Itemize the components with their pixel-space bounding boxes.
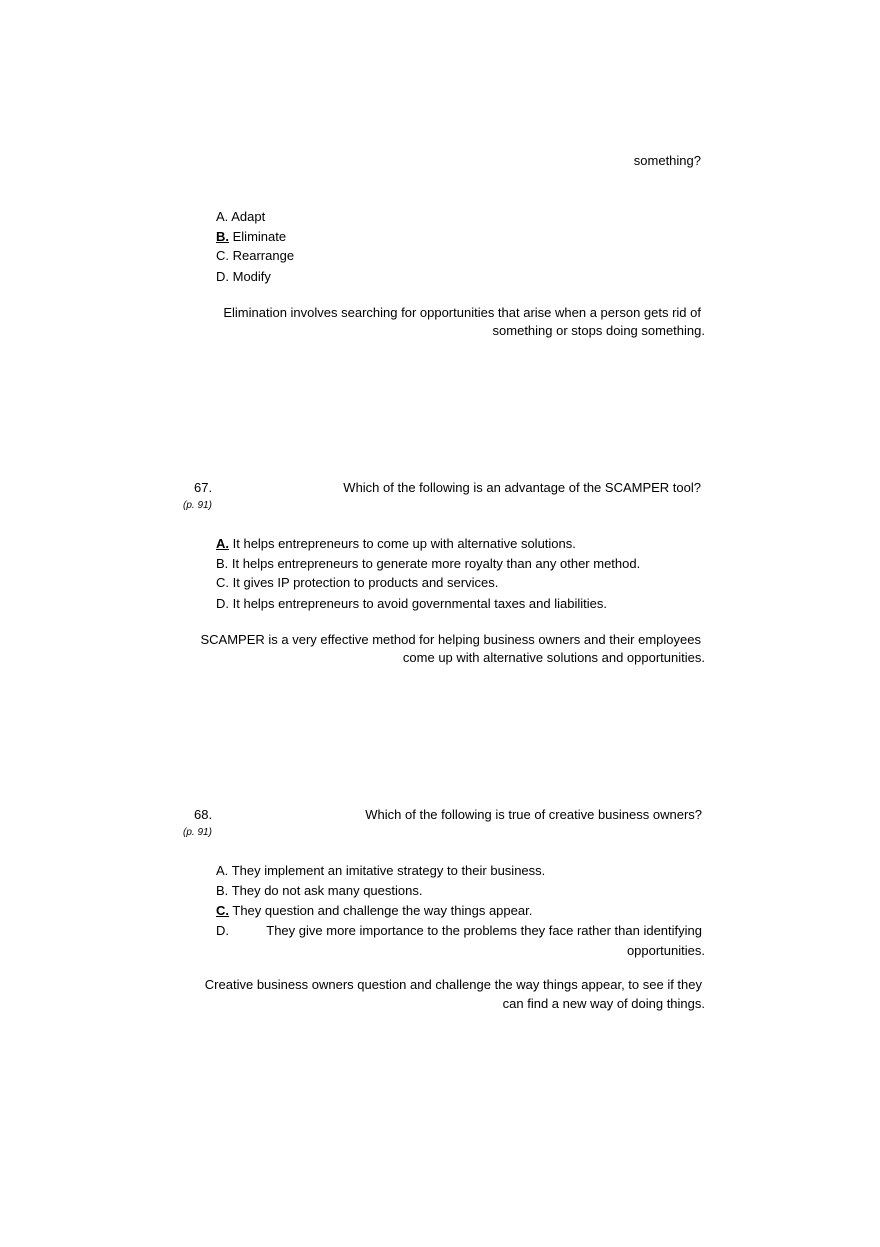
q66-option-d [216,269,271,285]
option-text: Rearrange [232,248,295,263]
option-text: It helps entrepreneurs to come up with alternative solutions. [232,536,576,551]
q66-option-b [216,229,286,245]
q68-option-d-letter: D. [216,923,229,938]
q66-option-a [216,209,265,225]
option-letter: A. [216,209,229,224]
option-text: Adapt [231,209,266,224]
q67-explanation-line-2: come up with alternative solutions and opportunities. [402,650,705,665]
option-text: It helps entrepreneurs to avoid governmental taxes and liabilities. [232,596,607,611]
q68-option-a [216,863,545,879]
q67-stem: Which of the following is an advantage of the SCAMPER tool? [343,480,701,495]
q68-explanation-line-2: can find a new way of doing things. [502,996,705,1011]
option-text: Modify [232,269,271,284]
option-letter: D. [216,269,229,284]
q68-option-c [216,903,532,919]
option-text: They implement an imitative strategy to their business. [231,863,546,878]
option-text: They question and challenge the way things appear. [232,903,533,918]
q67-option-d [216,596,607,612]
option-text: It gives IP protection to products and services. [232,575,499,590]
q66-explanation-line-1: Elimination involves searching for opportunities that arise when a person gets rid of [223,305,701,320]
q66-explanation-line-2: something or stops doing something. [492,323,705,338]
option-letter: B. [216,883,229,898]
option-text: They do not ask many questions. [231,883,423,898]
q68-stem: Which of the following is true of creative business owners? [365,807,702,822]
option-letter-correct: B. [216,229,229,244]
q68-number: 68. [194,807,213,822]
q67-option-b [216,556,640,572]
q68-option-d-text-line-2: opportunities. [626,943,705,958]
q67-explanation-line-1: SCAMPER is a very effective method for helping business owners and their employees [200,632,701,647]
option-letter-correct: C. [216,903,229,918]
q67-option-a [216,536,576,552]
option-text: Eliminate [232,229,287,244]
option-letter-correct: A. [216,536,229,551]
q68-option-d-text-line-1: They give more importance to the problems they face rather than identifying [266,923,702,938]
q67-page-ref: (p. 91) [183,500,212,511]
option-letter: C. [216,248,229,263]
option-letter: D. [216,596,229,611]
q67-number: 67. [194,480,213,495]
q66-stem-tail: something? [633,153,701,168]
q68-explanation-line-1: Creative business owners question and challenge the way things appear, to see if they [204,977,702,992]
option-letter: A. [216,863,229,878]
option-letter: B. [216,556,229,571]
q68-page-ref: (p. 91) [183,827,212,838]
q67-option-c [216,575,498,591]
q66-option-c [216,248,294,264]
q68-option-b [216,883,422,899]
option-letter: C. [216,575,229,590]
option-text: It helps entrepreneurs to generate more royalty than any other method. [231,556,641,571]
